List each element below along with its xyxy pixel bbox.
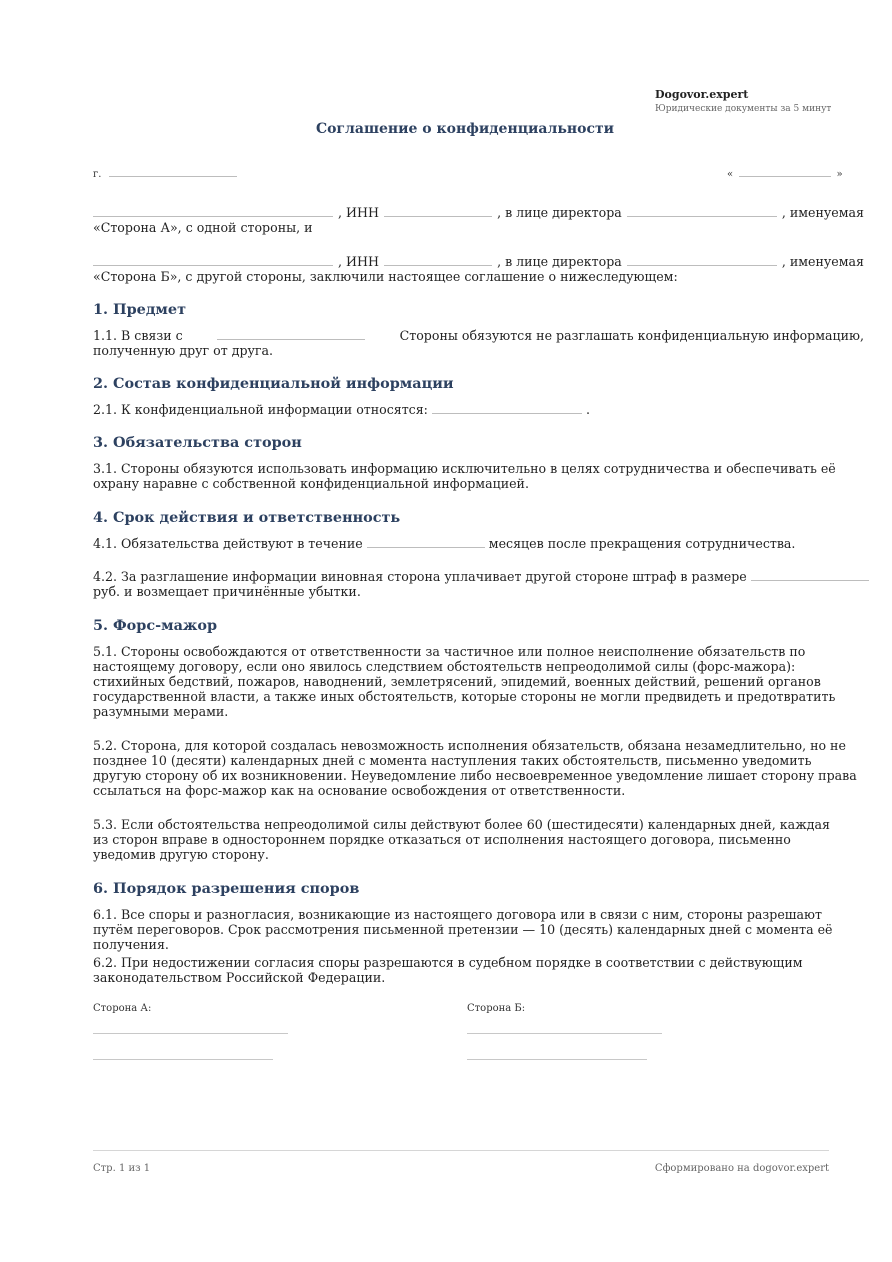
section-3-paragraph: 3.1. Стороны обязуются использовать информацию исключительно в целях сотрудничества и обеспечивать её охрану наравне с собственной конфиденциальной информацией. <box>93 461 836 491</box>
section-4-heading: 4. Срок действия и ответственность <box>93 509 401 526</box>
party-b-named-label: , именуемая <box>781 254 864 269</box>
party-a-name-blank <box>93 205 333 217</box>
city-prefix: г. <box>93 169 102 180</box>
party-a-director-blank <box>627 205 777 217</box>
section-5-paragraph-1: 5.1. Стороны освобождаются от ответственности за частичное или полное неисполнение обязательств по настоящему договору, если оно явилось следствием обстоятельств непреодолимой силы (форс-мажора): стихийных бедствий, пожаров, наводнений, землетрясений, эпидемий, военных действий, решений органов государственной власти, а также иных обстоятельств, которые стороны не могли предвидеть и предотвратить разумными мерами. <box>93 644 836 719</box>
party-a-director-label: , в лице директора <box>497 205 622 220</box>
section-4-term-blank <box>367 536 485 548</box>
signature-a-label: Сторона А: <box>93 1003 152 1014</box>
section-1-text-a: 1.1. В связи с <box>93 328 183 343</box>
document-title: Соглашение о конфиденциальности <box>315 121 615 137</box>
party-b-name-blank <box>93 254 333 266</box>
section-6-paragraph-2: 6.2. При недостижении согласия споры разрешаются в судебном порядке в соответствии с действующим законодательством Российской Федерации. <box>93 955 803 985</box>
signature-a-line-2 <box>93 1059 273 1060</box>
party-a-paragraph <box>93 205 864 235</box>
section-1-blank <box>217 328 365 340</box>
party-b-director-blank <box>627 254 777 266</box>
party-a-rest: «Сторона А», с одной стороны, и <box>93 220 313 235</box>
section-4-paragraph-2 <box>93 569 864 599</box>
section-2-paragraph <box>93 402 864 417</box>
party-b-director-label: , в лице директора <box>497 254 622 269</box>
brand-name: Dogovor.expert <box>655 88 749 101</box>
signature-b-line-2 <box>467 1059 647 1060</box>
brand-block <box>655 88 831 116</box>
section-5-heading: 5. Форс-мажор <box>93 617 218 634</box>
section-2-heading: 2. Состав конфиденциальной информации <box>93 375 454 392</box>
city-blank <box>109 165 237 177</box>
section-6-heading: 6. Порядок разрешения споров <box>93 880 360 897</box>
section-1-text-c: полученную друг от друга. <box>93 343 274 358</box>
section-2-text-a: 2.1. К конфиденциальной информации относятся: <box>93 402 428 417</box>
section-6-paragraph-1: 6.1. Все споры и разногласия, возникающие из настоящего договора или в связи с ним, стороны разрешают путём переговоров. Срок рассмотрения письменной претензии — 10 (десять) календарных дней с момента её получения. <box>93 907 833 952</box>
section-4-text-b: месяцев после прекращения сотрудничества. <box>488 536 796 551</box>
footer-divider <box>93 1150 829 1151</box>
party-b-inn-label: , ИНН <box>338 254 379 269</box>
section-3-heading: 3. Обязательства сторон <box>93 434 302 451</box>
section-1-text-b: Стороны обязуются не разглашать конфиденциальную информацию, <box>399 328 864 343</box>
section-2-text-b: . <box>585 402 590 417</box>
party-a-inn-blank <box>384 205 492 217</box>
signature-b-line-1 <box>467 1033 662 1034</box>
party-b-inn-blank <box>384 254 492 266</box>
party-a-named-label: , именуемая <box>781 205 864 220</box>
footer-generated: Сформировано на dogovor.expert <box>654 1163 829 1174</box>
section-4-text-a: 4.1. Обязательства действуют в течение <box>93 536 363 551</box>
party-a-inn-label: , ИНН <box>338 205 379 220</box>
signature-b-label: Сторона Б: <box>467 1003 526 1014</box>
brand-tagline: Юридические документы за 5 минут <box>655 104 832 114</box>
section-4-fine-blank <box>751 569 869 581</box>
date-blank <box>739 165 831 177</box>
date-quote-close: » <box>836 169 843 180</box>
section-5-paragraph-2: 5.2. Сторона, для которой создалась невозможность исполнения обязательств, обязана незамедлительно, но не позднее 10 (десяти) календарных дней с момента наступления таких обстоятельств, письменно уведомить другую сторону об их возникновении. Неуведомление либо несвоевременное уведомление лишает сторону права ссылаться на форс-мажор как на основание освобождения от ответственности. <box>93 738 857 798</box>
section-4-fine-rest: руб. и возмещает причинённые убытки. <box>93 584 361 599</box>
city-line <box>93 165 237 180</box>
party-b-rest: «Сторона Б», с другой стороны, заключили настоящее соглашение о нижеследующем: <box>93 269 678 284</box>
party-b-paragraph <box>93 254 864 284</box>
signature-a-line-1 <box>93 1033 288 1034</box>
section-1-heading: 1. Предмет <box>93 301 187 318</box>
section-2-blank <box>432 402 582 414</box>
footer-page-number: Стр. 1 из 1 <box>93 1163 151 1174</box>
date-quote-open: « <box>727 169 734 180</box>
section-4-fine-text: 4.2. За разглашение информации виновная сторона уплачивает другой стороне штраф в размере <box>93 569 747 584</box>
section-1-paragraph <box>93 328 864 358</box>
section-4-paragraph-1 <box>93 536 864 551</box>
section-5-paragraph-3: 5.3. Если обстоятельства непреодолимой силы действуют более 60 (шестидесяти) календарных дней, каждая из сторон вправе в одностороннем порядке отказаться от исполнения настоящего договора, письменно уведомив другую сторону. <box>93 817 830 862</box>
date-line <box>727 165 843 180</box>
